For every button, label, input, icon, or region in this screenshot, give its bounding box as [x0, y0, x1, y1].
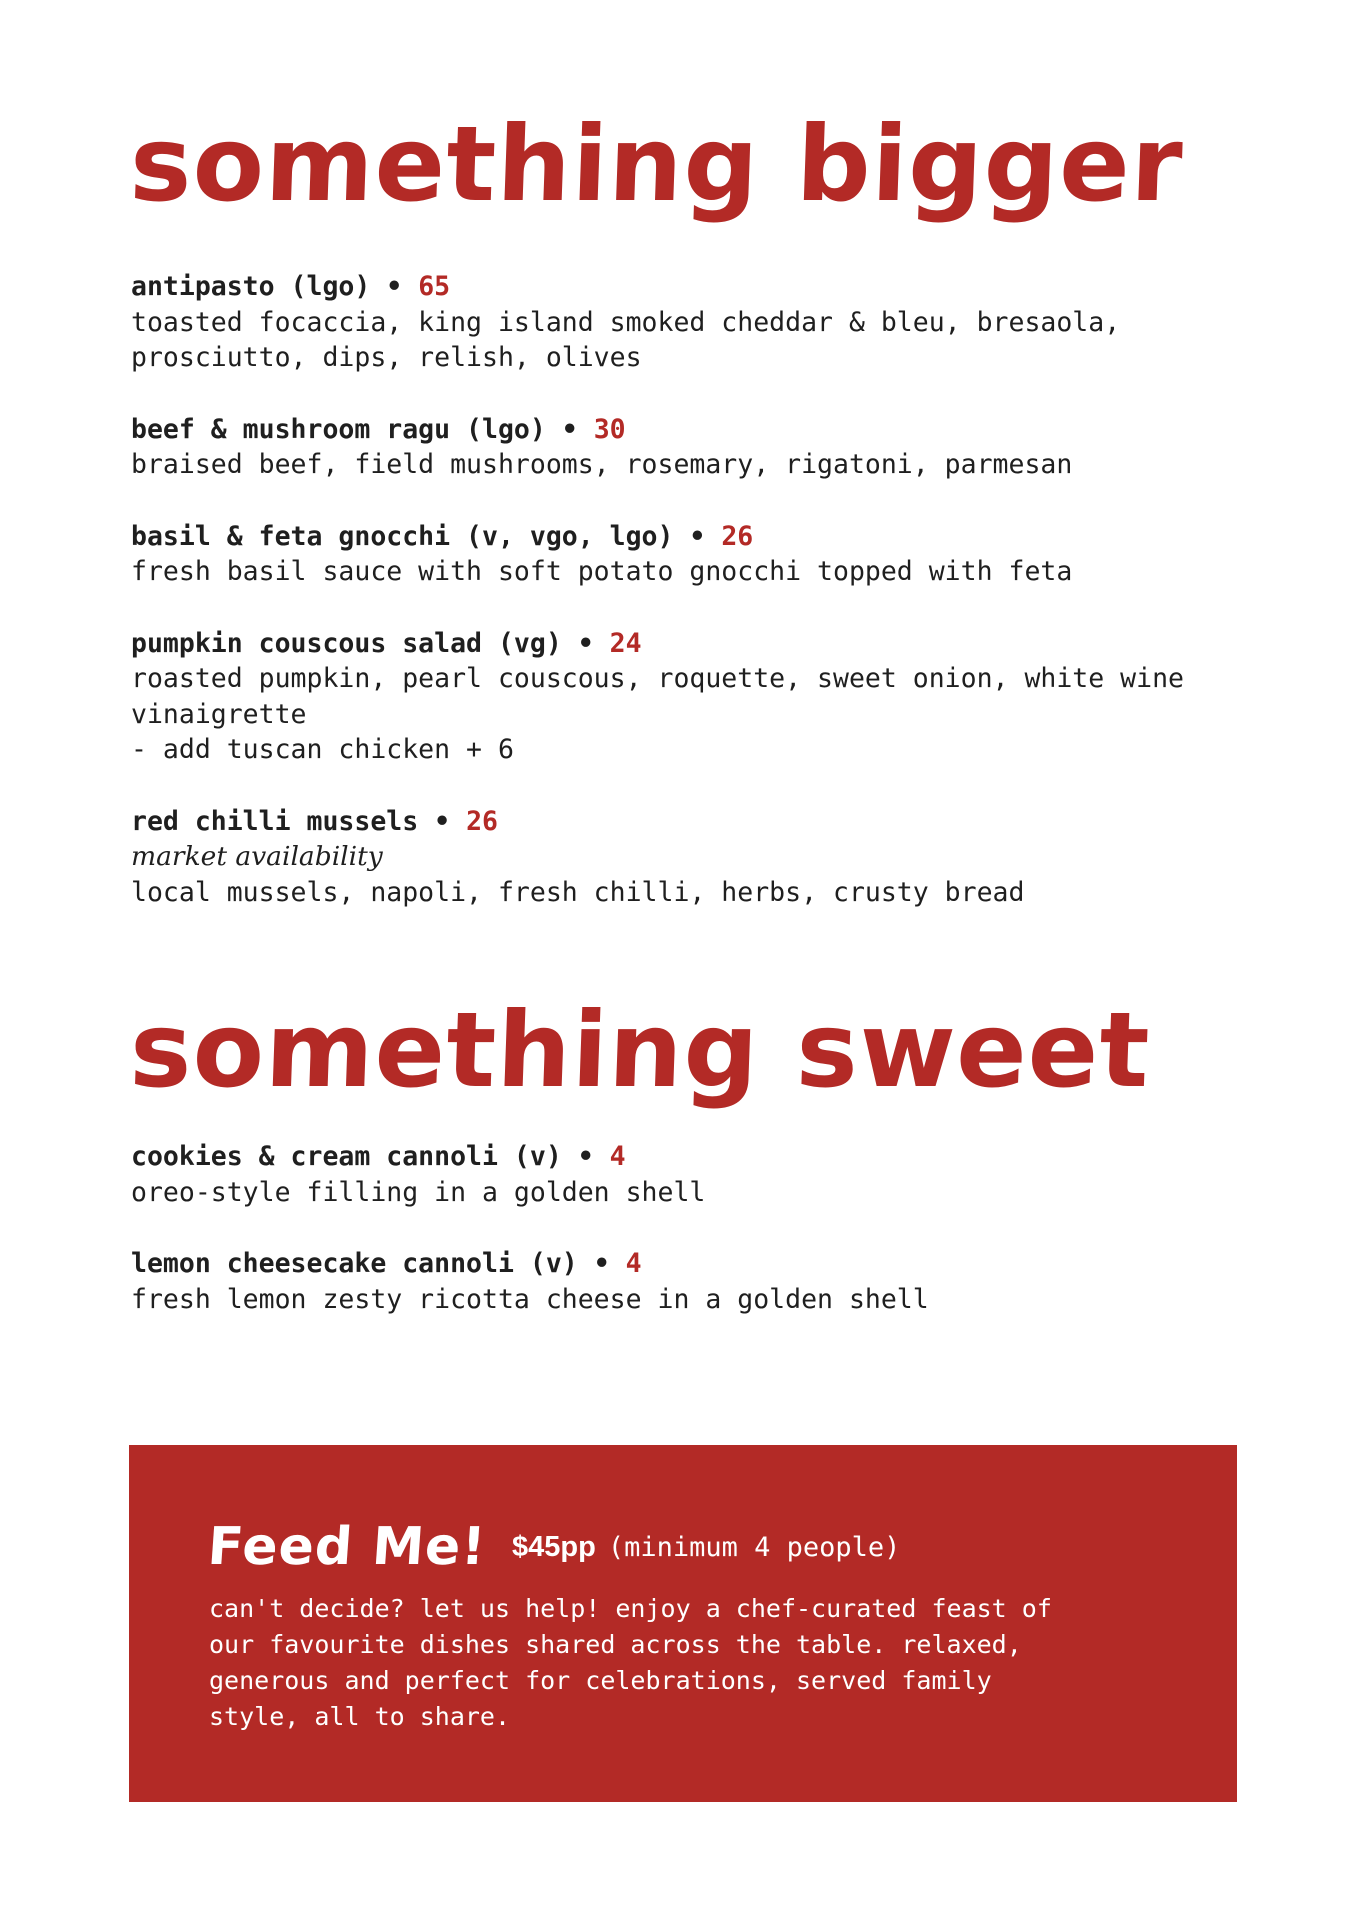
menu-item-beef-mushroom-ragu: [131, 412, 1211, 483]
item-separator: •: [545, 413, 594, 445]
item-description: roasted pumpkin, pearl couscous, roquette, sweet onion, white wine vinaigrette: [131, 663, 1184, 730]
item-separator: •: [577, 1248, 626, 1279]
menu-item-cookies-cream-cannoli: [131, 1139, 1211, 1210]
item-description: fresh lemon zesty ricotta cheese in a golden shell: [131, 1283, 929, 1315]
feed-me-minimum: (minimum 4 people): [607, 1531, 901, 1563]
item-separator: •: [561, 1141, 610, 1172]
menu-item-antipasto: [131, 269, 1211, 376]
item-name: beef & mushroom ragu (lgo): [131, 413, 546, 445]
item-name: basil & feta gnocchi (v, vgo, lgo): [131, 520, 674, 552]
menu-list-bigger: [131, 269, 1211, 946]
item-price: 30: [593, 413, 626, 445]
item-price: 4: [609, 1141, 626, 1172]
section-title-something-sweet: something sweet: [127, 989, 1153, 1111]
item-price: 24: [609, 627, 642, 659]
item-separator: •: [561, 627, 610, 659]
feed-me-header: [205, 1517, 901, 1577]
item-description: local mussels, napoli, fresh chilli, herbs, crusty bread: [131, 876, 1025, 908]
section-title-something-bigger: something bigger: [127, 103, 1186, 225]
item-description: braised beef, field mushrooms, rosemary, rigatoni, parmesan: [131, 449, 1073, 480]
feed-me-panel: [129, 1445, 1237, 1802]
item-separator: •: [418, 805, 467, 837]
item-price: 26: [466, 805, 498, 837]
item-name: pumpkin couscous salad (vg): [131, 627, 562, 659]
item-description: toasted focaccia, king island smoked cheddar & bleu, bresaola, prosciutto, dips, relish, olives: [131, 306, 1121, 373]
item-price: 26: [721, 520, 754, 552]
item-description: oreo-style filling in a golden shell: [131, 1176, 706, 1208]
item-price: 65: [418, 271, 451, 302]
menu-list-sweet: [131, 1139, 1211, 1353]
item-price: 4: [625, 1248, 642, 1279]
item-availability-note: market availability: [131, 841, 383, 872]
menu-item-red-chilli-mussels: [131, 804, 1211, 911]
menu-item-pumpkin-couscous-salad: [131, 626, 1211, 768]
item-description: fresh basil sauce with soft potato gnocchi topped with feta: [131, 556, 1073, 587]
feed-me-description: can't decide? let us help! enjoy a chef-curated feast of our favourite dishes shared across the table. relaxed, generous and perfect for celebrations, served family style, all to share.: [209, 1594, 1052, 1731]
feed-me-title: Feed Me!: [205, 1517, 489, 1577]
feed-me-price: $45pp: [512, 1530, 596, 1563]
item-name: lemon cheesecake cannoli (v): [131, 1248, 578, 1279]
item-name: antipasto (lgo): [131, 271, 371, 302]
menu-item-lemon-cheesecake-cannoli: [131, 1246, 1211, 1317]
item-name: red chilli mussels: [131, 805, 419, 837]
item-separator: •: [370, 271, 419, 302]
menu-item-basil-feta-gnocchi: [131, 519, 1211, 590]
item-name: cookies & cream cannoli (v): [131, 1141, 562, 1172]
item-separator: •: [673, 520, 722, 552]
item-addon: - add tuscan chicken + 6: [131, 734, 514, 765]
